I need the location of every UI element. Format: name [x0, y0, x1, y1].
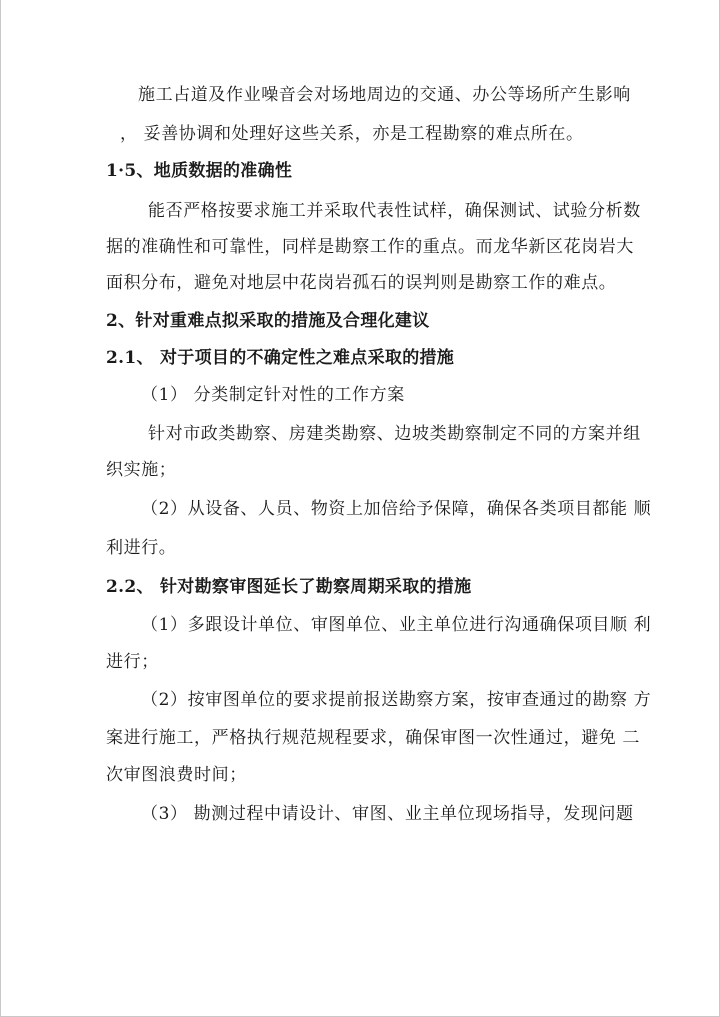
paragraph-line: （3） 勘测过程中请设计、审图、业主单位现场指导，发现问题	[141, 804, 634, 824]
subsection-heading: 2.1、 对于项目的不确定性之难点采取的措施	[106, 348, 455, 368]
section-heading: 2、针对重难点拟采取的措施及合理化建议	[106, 311, 430, 331]
section-heading: 1·5、地质数据的准确性	[106, 161, 293, 181]
paragraph-line: 能否严格按要求施工并采取代表性试样，确保测试、试验分析数	[148, 201, 641, 221]
paragraph-line: 面积分布，避免对地层中花岗岩孤石的误判则是勘察工作的难点。	[106, 273, 617, 293]
paragraph-line: （1）多跟设计单位、审图单位、业主单位进行沟通确保项目顺 利	[141, 615, 652, 635]
paragraph-line: 施工占道及作业噪音会对场地周边的交通、办公等场所产生影响	[138, 85, 631, 105]
paragraph-line: 针对市政类勘察、房建类勘察、边坡类勘察制定不同的方案并组	[148, 424, 641, 444]
paragraph-line: 利进行。	[106, 538, 177, 558]
paragraph-line: 进行；	[106, 652, 159, 672]
paragraph-line: 织实施；	[106, 460, 177, 480]
paragraph-line: 次审图浪费时间；	[106, 765, 247, 785]
subsection-heading: 2.2、 针对勘察审图延长了勘察周期采取的措施	[106, 577, 472, 597]
paragraph-line: 据的准确性和可靠性，同样是勘察工作的重点。而龙华新区花岗岩大	[106, 237, 634, 257]
list-item-heading: （1） 分类制定针对性的工作方案	[141, 385, 405, 405]
paragraph-line: （2）从设备、人员、物资上加倍给予保障，确保各类项目都能 顺	[141, 499, 652, 519]
paragraph-line: （2）按审图单位的要求提前报送勘察方案，按审查通过的勘察 方	[141, 690, 652, 710]
paragraph-line: 案进行施工，严格执行规范规程要求，确保审图一次性通过，避免 二	[106, 728, 641, 748]
paragraph-line: ， 妥善协调和处理好这些关系，亦是工程勘察的难点所在。	[120, 124, 584, 144]
